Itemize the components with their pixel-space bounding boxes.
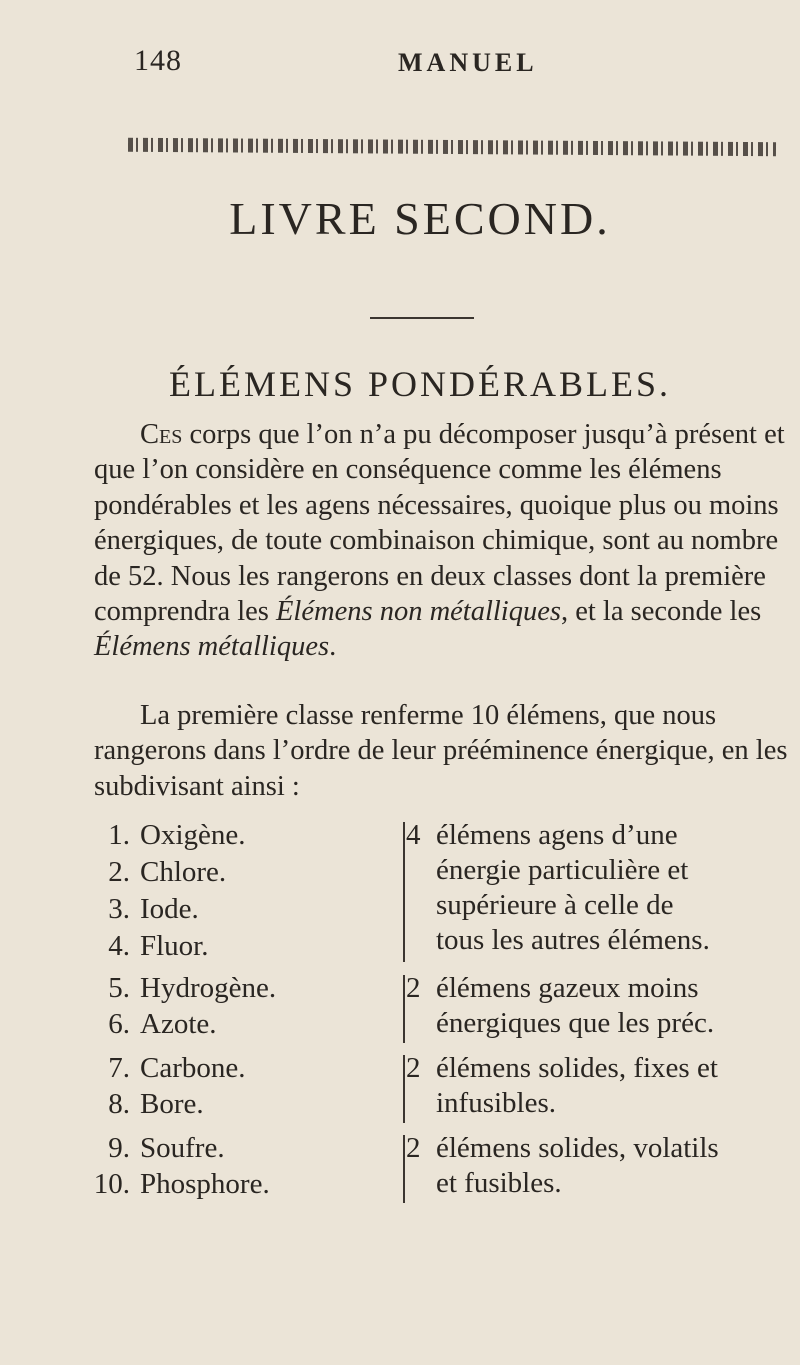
element-row xyxy=(92,929,209,964)
title-rule xyxy=(370,317,474,319)
paragraph-text: . xyxy=(329,631,337,663)
element-name: Hydrogène. xyxy=(140,972,277,1004)
italic-term-metal: Élémens métalliques xyxy=(94,631,330,663)
paragraph-classification: La première classe renferme 10 élémens, que nous rangerons dans l’ordre de leur prééminence énergique, en les subdivisant ainsi : xyxy=(94,700,788,802)
group-count: 4 xyxy=(406,819,421,851)
element-name: Carbone. xyxy=(140,1052,246,1084)
element-number: 10. xyxy=(93,1168,130,1200)
paragraph-text: corps que l’on n’a pu décomposer jusqu’à présent et que l’on considère en conséquence comme les élémens pondérables et les agens nécessaires, quoique plus ou moins énergiques, de toute combinaison chimique, sont au nombre de 52. Nous les rangerons en deux classes dont la première comprendra les xyxy=(94,419,785,628)
group-line: tous les autres élémens. xyxy=(436,924,710,956)
element-number: 9. xyxy=(108,1132,130,1164)
group-line: énergie particulière et xyxy=(436,854,689,886)
element-name: Iode. xyxy=(140,893,199,925)
element-row xyxy=(92,1051,246,1086)
element-number: 8. xyxy=(108,1088,130,1120)
element-name: Soufre. xyxy=(140,1132,225,1164)
element-row xyxy=(92,971,276,1006)
element-name: Azote. xyxy=(140,1008,217,1040)
group-line: énergiques que les préc. xyxy=(436,1007,715,1039)
element-number: 6. xyxy=(108,1008,130,1040)
element-name: Bore. xyxy=(140,1088,204,1120)
italic-term-non-metal: Élémens non métalliques xyxy=(276,596,561,628)
element-row xyxy=(92,1167,270,1202)
element-name: Oxigène. xyxy=(140,819,246,851)
element-number: 7. xyxy=(108,1052,130,1084)
paragraph-intro xyxy=(94,417,790,665)
group-line: élémens solides, volatils xyxy=(436,1132,719,1164)
element-name: Chlore. xyxy=(140,856,227,888)
section-title: ÉLÉMENS PONDÉRABLES. xyxy=(168,364,672,404)
group-description xyxy=(406,971,796,1041)
group-line: élémens solides, fixes et xyxy=(436,1052,718,1084)
element-row xyxy=(92,818,246,853)
group-description xyxy=(406,1131,796,1201)
element-number: 2. xyxy=(108,856,130,888)
group-count: 2 xyxy=(406,972,421,1004)
ornamental-rule xyxy=(128,138,776,157)
element-row xyxy=(92,1131,225,1166)
running-head xyxy=(0,44,800,84)
group-line: et fusibles. xyxy=(436,1167,562,1199)
group-count: 2 xyxy=(406,1132,421,1164)
element-row xyxy=(92,1007,217,1042)
group-line: élémens gazeux moins xyxy=(436,972,699,1004)
group-line: infusibles. xyxy=(436,1087,557,1119)
group-description xyxy=(406,818,796,958)
book-title: LIVRE SECOND. xyxy=(229,193,611,244)
page-number: 148 xyxy=(134,44,182,77)
group-count: 2 xyxy=(406,1052,421,1084)
element-row xyxy=(92,1087,204,1122)
group-description xyxy=(406,1051,796,1121)
element-number: 3. xyxy=(108,893,130,925)
group-line: supérieure à celle de xyxy=(436,889,674,921)
group-line: élémens agens d’une xyxy=(436,819,678,851)
paragraph-text: , et la seconde les xyxy=(560,596,762,628)
element-name: Fluor. xyxy=(140,930,209,962)
running-head-title: MANUEL xyxy=(398,48,538,77)
element-number: 4. xyxy=(108,930,130,962)
element-number: 5. xyxy=(108,972,130,1004)
element-row xyxy=(92,855,226,890)
element-name: Phosphore. xyxy=(140,1168,270,1200)
paragraph-lead: Ces xyxy=(140,419,183,450)
element-row xyxy=(92,892,199,927)
element-number: 1. xyxy=(108,819,130,851)
